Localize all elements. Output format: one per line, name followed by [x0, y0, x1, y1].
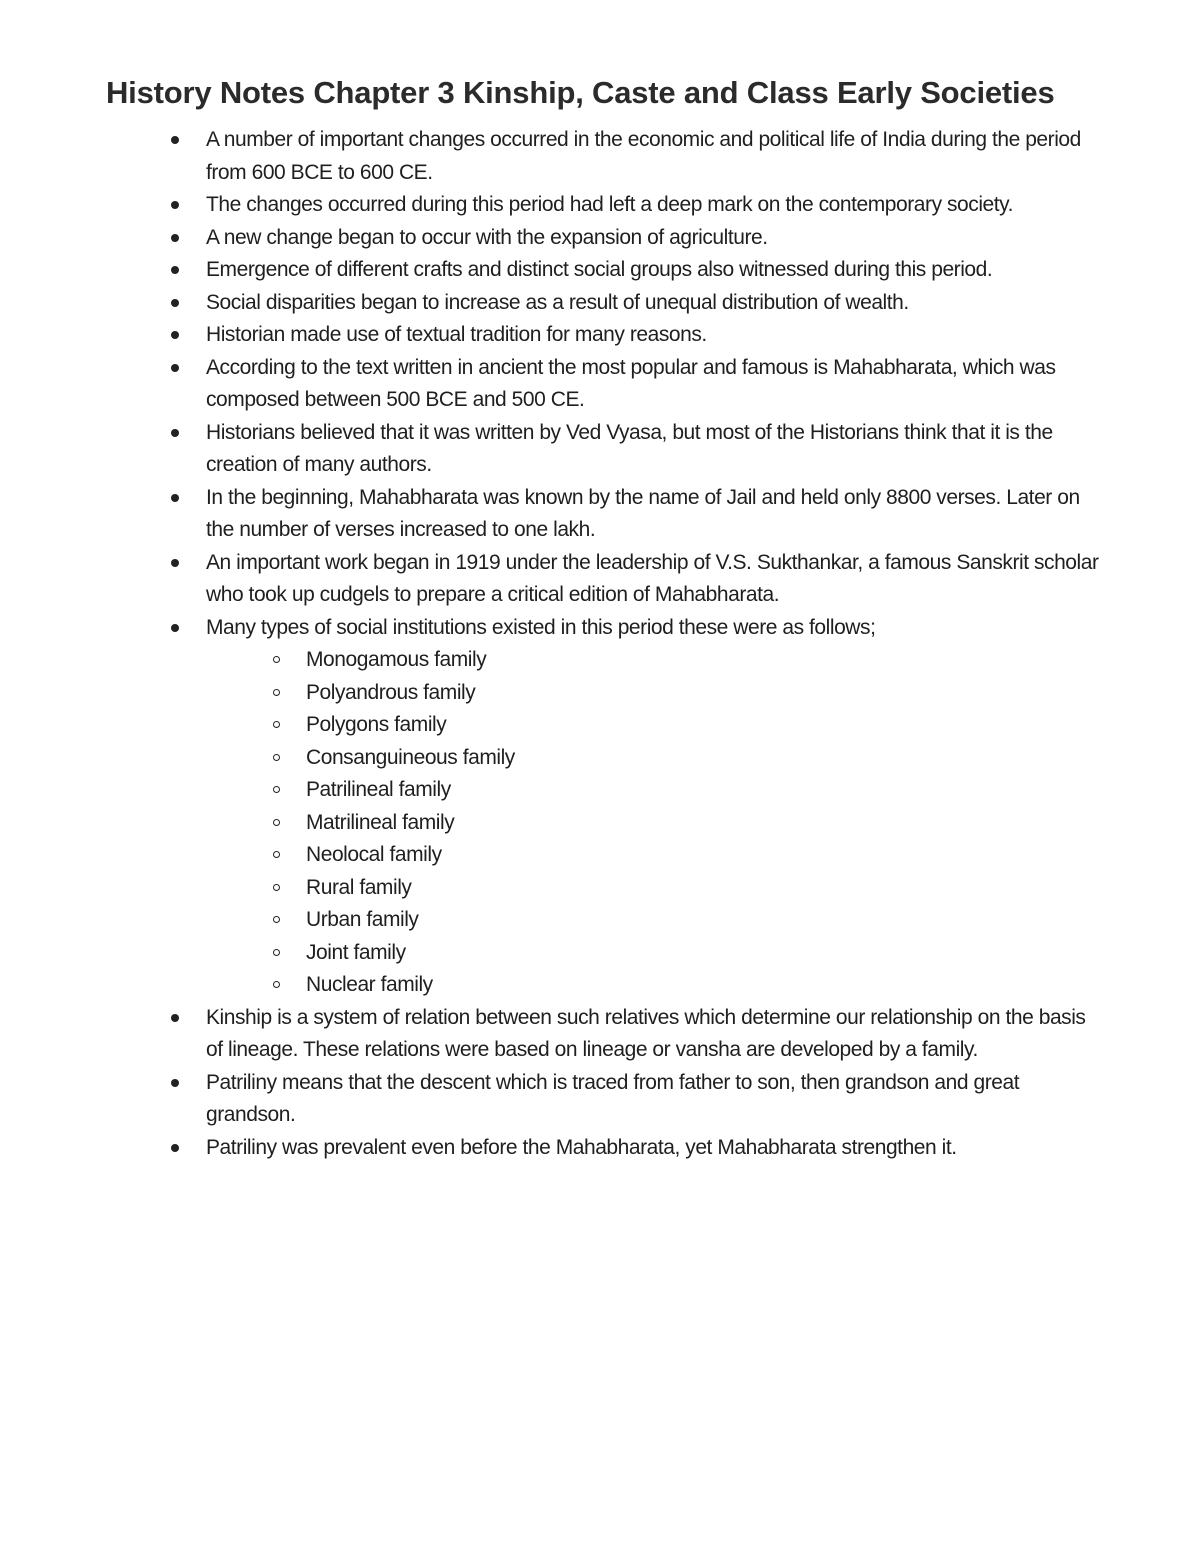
circle-bullet-icon	[273, 884, 280, 891]
list-item	[106, 612, 1106, 1002]
list-item	[106, 1002, 1106, 1067]
notes-list	[106, 124, 1106, 1164]
sublist-item-text: Urban family	[306, 908, 419, 931]
list-item-text: Social disparities began to increase as a result of unequal distribution of wealth.	[206, 290, 909, 314]
sublist-item	[206, 904, 1106, 937]
document-page	[106, 72, 1106, 1164]
sublist-item	[206, 872, 1106, 905]
page-title: History Notes Chapter 3 Kinship, Caste and Class Early Societies	[106, 75, 1055, 110]
bullet-icon	[171, 266, 179, 274]
bullet-icon	[171, 429, 179, 437]
circle-bullet-icon	[273, 754, 280, 761]
list-item	[106, 222, 1106, 255]
sublist-item-text: Neolocal family	[306, 843, 442, 866]
sublist-item	[206, 937, 1106, 970]
bullet-icon	[171, 299, 179, 307]
circle-bullet-icon	[273, 851, 280, 858]
list-item-text: Emergence of different crafts and distinct social groups also witnessed during this period.	[206, 258, 993, 281]
list-item-text: An important work began in 1919 under the leadership of V.S. Sukthankar, a famous Sanskrit scholar who took up cudgels to prepare a critical edition of Mahabharata.	[206, 550, 1099, 606]
bullet-icon	[171, 624, 179, 632]
bullet-icon	[171, 559, 179, 567]
bullet-icon	[171, 201, 179, 209]
sublist-item-text: Polyandrous family	[306, 680, 476, 704]
bullet-icon	[171, 364, 179, 372]
bullet-icon	[171, 1014, 179, 1022]
list-item	[106, 124, 1106, 189]
circle-bullet-icon	[273, 981, 280, 988]
sublist-item-text: Consanguineous family	[306, 745, 515, 769]
list-item-text: In the beginning, Mahabharata was known by the name of Jail and held only 8800 verses. Later on the number of verses increased to one lakh.	[206, 485, 1080, 541]
sublist-item	[206, 709, 1106, 742]
list-item	[106, 189, 1106, 222]
sublist-item-text: Nuclear family	[306, 973, 433, 996]
list-item-text: Kinship is a system of relation between such relatives which determine our relationship on the basis of lineage. These relations were based on lineage or vansha are developed by a family.	[206, 1005, 1086, 1061]
bullet-icon	[171, 136, 179, 144]
bullet-icon	[171, 494, 179, 502]
list-item	[106, 352, 1106, 417]
sublist-item-text: Matrilineal family	[306, 810, 455, 834]
list-item	[106, 417, 1106, 482]
list-item-text: Many types of social institutions existed in this period these were as follows;	[206, 615, 876, 639]
list-item	[106, 319, 1106, 352]
list-item	[106, 287, 1106, 320]
sublist-item	[206, 774, 1106, 807]
circle-bullet-icon	[273, 819, 280, 826]
list-item-text: Historian made use of textual tradition for many reasons.	[206, 323, 707, 346]
family-types-sublist	[206, 644, 1106, 1002]
list-item	[106, 547, 1106, 612]
sublist-item	[206, 839, 1106, 872]
circle-bullet-icon	[273, 916, 280, 923]
sublist-item-text: Joint family	[306, 940, 406, 964]
sublist-item	[206, 644, 1106, 677]
list-item-text: The changes occurred during this period had left a deep mark on the contemporary society.	[206, 193, 1014, 216]
bullet-icon	[171, 331, 179, 339]
circle-bullet-icon	[273, 656, 280, 663]
sublist-item	[206, 969, 1106, 1002]
circle-bullet-icon	[273, 786, 280, 793]
list-item-text: A new change began to occur with the expansion of agriculture.	[206, 225, 768, 249]
list-item-text: Patriliny was prevalent even before the Mahabharata, yet Mahabharata strengthen it.	[206, 1135, 957, 1159]
sublist-item	[206, 677, 1106, 710]
list-item-text: According to the text written in ancient the most popular and famous is Mahabharata, which was composed between 500 BCE and 500 CE.	[206, 355, 1056, 411]
bullet-icon	[171, 1144, 179, 1152]
list-item	[106, 254, 1106, 287]
bullet-icon	[171, 1079, 179, 1087]
list-item	[106, 1067, 1106, 1132]
list-item-text: A number of important changes occurred in the economic and political life of India during the period from 600 BCE to 600 CE.	[206, 128, 1081, 184]
sublist-item-text: Patrilineal family	[306, 778, 451, 801]
list-item	[106, 482, 1106, 547]
sublist-item	[206, 742, 1106, 775]
circle-bullet-icon	[273, 721, 280, 728]
list-item	[106, 1132, 1106, 1165]
bullet-icon	[171, 234, 179, 242]
sublist-item-text: Rural family	[306, 875, 412, 899]
circle-bullet-icon	[273, 689, 280, 696]
list-item-text: Historians believed that it was written by Ved Vyasa, but most of the Historians think that it is the creation of many authors.	[206, 420, 1053, 476]
sublist-item-text: Polygons family	[306, 713, 447, 736]
sublist-item	[206, 807, 1106, 840]
list-item-text: Patriliny means that the descent which is traced from father to son, then grandson and great grandson.	[206, 1070, 1020, 1126]
circle-bullet-icon	[273, 949, 280, 956]
sublist-item-text: Monogamous family	[306, 648, 487, 671]
